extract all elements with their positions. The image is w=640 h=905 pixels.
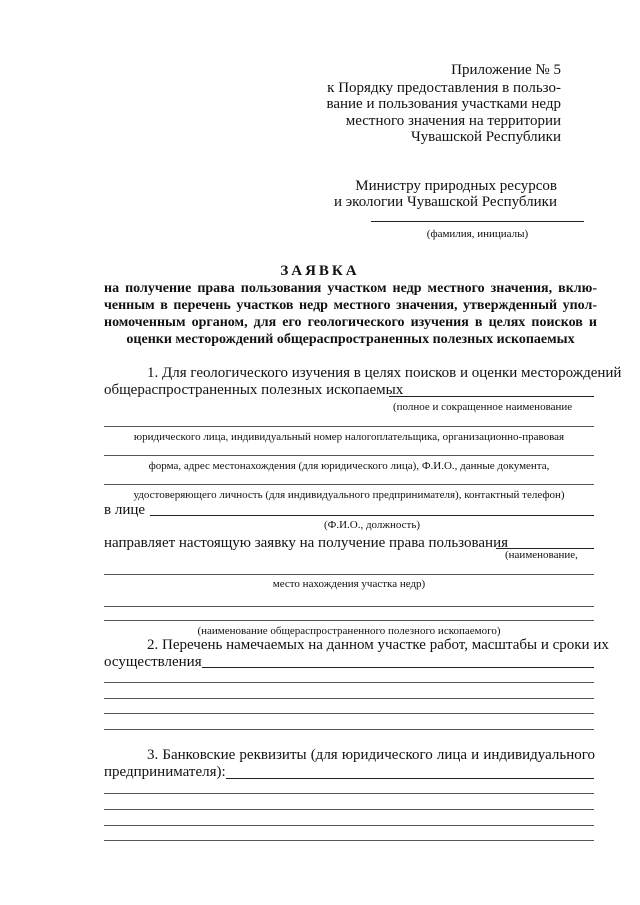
caption-site-name: (наименование, [505,549,578,561]
subtitle-line-4: оценки месторождений общераспространенных полезных ископаемых [126,332,575,347]
mineral-name-field-1[interactable] [104,606,594,607]
works-field-1[interactable] [202,667,594,668]
section2-line-2: осуществления [104,654,202,670]
section2-line-1: 2. Перечень намечаемых на данном участке работ, масштабы и сроки их [147,637,609,653]
site-location-field[interactable] [104,574,594,575]
mineral-name-field-2[interactable] [104,620,594,621]
applicant-name-field[interactable] [389,396,594,397]
bank-details-field-2[interactable] [104,793,594,794]
bank-details-field-4[interactable] [104,825,594,826]
section3-line-2: предпринимателя): [104,764,226,780]
subtitle-line-1: на получение права пользования участком недр местного значения, вклю- [104,281,597,296]
representative-field[interactable] [150,515,594,516]
addressee-signature-line[interactable] [371,221,584,222]
in-person-label: в лице [104,502,146,518]
caption-legal-entity: юридического лица, индивидуальный номер налогоплательщика, организационно-правовая [133,431,565,443]
addressee-caption: (фамилия, инициалы) [426,228,529,240]
form-title: ЗАЯВКА [280,263,360,279]
caption-form-address: форма, адрес местонахождения (для юридического лица), Ф.И.О., данные документа, [148,460,550,472]
section3-line-1: 3. Банковские реквизиты (для юридического лица и индивидуального [147,747,595,763]
appendix-number: Приложение № 5 [451,62,561,78]
subtitle-line-2: ченным в перечень участков недр местного значения, утвержденный упол- [104,298,597,313]
appendix-line-3: местного значения на территории [345,113,561,129]
appendix-line-2: вание и пользования участками недр [326,96,561,112]
bank-details-field-5[interactable] [104,840,594,841]
section1-line-2: общераспространенных полезных ископаемых [104,382,404,398]
caption-representative: (Ф.И.О., должность) [323,519,421,531]
applicant-details-field-2[interactable] [104,455,594,456]
works-field-2[interactable] [104,682,594,683]
section1-line-1: 1. Для геологического изучения в целях поисков и оценки месторождений [147,365,622,381]
applicant-details-field-3[interactable] [104,484,594,485]
works-field-4[interactable] [104,713,594,714]
caption-mineral: (наименование общераспространенного полезного ископаемого) [197,625,501,637]
works-field-5[interactable] [104,729,594,730]
bank-details-field-1[interactable] [226,778,594,779]
applicant-details-field-1[interactable] [104,426,594,427]
addressee-line-1: Министру природных ресурсов [355,178,557,194]
addressee-line-2: и экологии Чувашской Республики [333,194,557,210]
caption-full-name: (полное и сокращенное наименование [393,401,573,413]
subtitle-line-3: номоченным органом, для его геологического изучения в целях поисков и [104,315,597,330]
caption-identity-doc: удостоверяющего личность (для индивидуального предпринимателя), контактный телефон) [133,489,565,501]
submits-application-text: направляет настоящую заявку на получение права пользования [104,535,508,551]
bank-details-field-3[interactable] [104,809,594,810]
appendix-line-1: к Порядку предоставления в пользо- [327,80,561,96]
caption-site-location: место нахождения участка недр) [272,578,426,590]
appendix-line-4: Чувашской Республики [410,129,561,145]
works-field-3[interactable] [104,698,594,699]
